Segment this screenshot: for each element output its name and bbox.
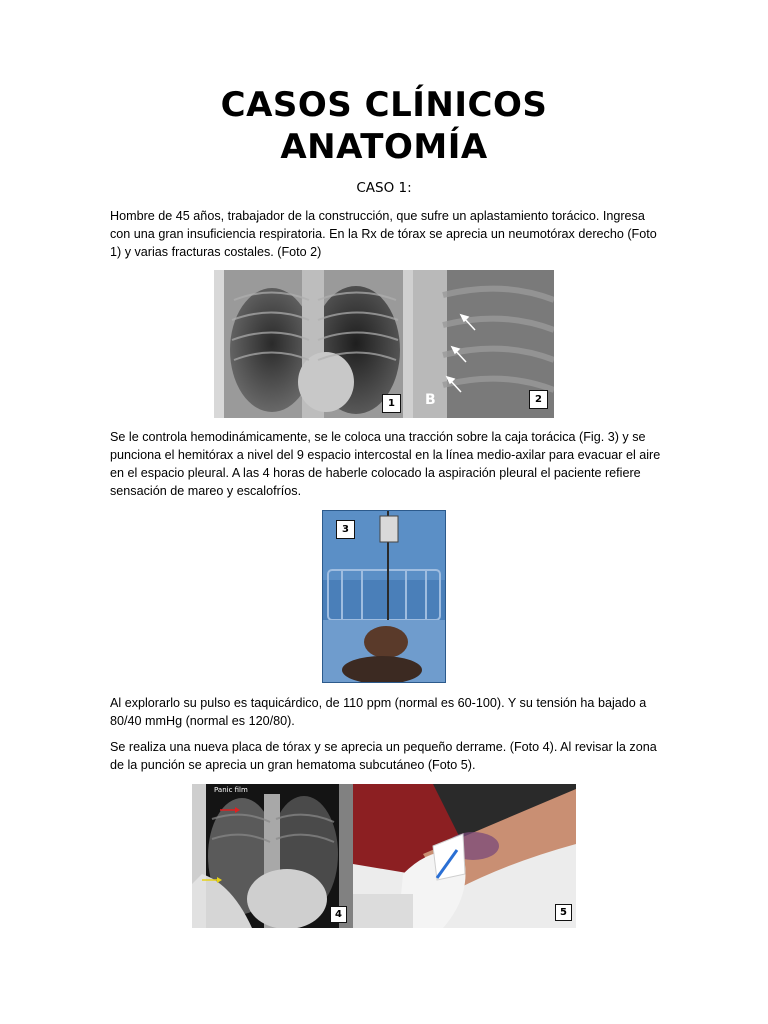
- photo-2-rib-xray: [413, 270, 554, 418]
- paragraph-2: Se le controla hemodinámicamente, se le coloca una tracción sobre la caja torácica (Fig. 3) y se punciona el hemitórax a nivel del 9 espacio intercostal en la línea medio-axilar para evacuar el aire en el espacio pleural. A las 4 horas de haberle colocado la aspiración pleural el paciente refiere sensación de mareo y escalofríos.: [110, 430, 661, 498]
- title-line-2: ANATOMÍA: [280, 127, 488, 167]
- photo-2-number-tag: 2: [529, 390, 548, 409]
- photo-3-patient-traction: [322, 510, 446, 683]
- photo-4-number-tag: 4: [330, 906, 347, 923]
- photo-1-chest-xray: [214, 270, 413, 418]
- photo-5-number-tag: 5: [555, 904, 572, 921]
- photo-4-chest-xray-effusion: [192, 784, 353, 928]
- chest-xray-effusion-image: [192, 784, 353, 928]
- paragraph-1: Hombre de 45 años, trabajador de la construcción, que sufre un aplastamiento torácico. Ingresa con una gran insuficiencia respiratoria. En la Rx de tórax se aprecia un neumotórax derecho (Foto 1) y varias fracturas costales. (Foto 2): [110, 209, 657, 259]
- paragraph-3: Al explorarlo su pulso es taquicárdico, de 110 ppm (normal es 60-100). Y su tensión ha bajado a 80/40 mmHg (normal es 120/80).: [110, 696, 647, 728]
- photo-3-number-tag: 3: [336, 520, 355, 539]
- photo-1-number-tag: 1: [382, 394, 401, 413]
- paragraph-4: Se realiza una nueva placa de tórax y se aprecia un pequeño derrame. (Foto 4). Al revisar la zona de la punción se aprecia un gran hematoma subcutáneo (Foto 5).: [110, 740, 657, 772]
- photo-4-film-label: Panic film: [214, 786, 248, 794]
- title-line-1: CASOS CLÍNICOS: [220, 85, 548, 125]
- photo-5-arm-hematoma: [353, 784, 576, 928]
- case-heading: CASO 1:: [356, 180, 412, 196]
- arm-hematoma-image: [353, 784, 576, 928]
- photo-2-letter-mark: B: [425, 392, 436, 408]
- document-title: [0, 84, 768, 168]
